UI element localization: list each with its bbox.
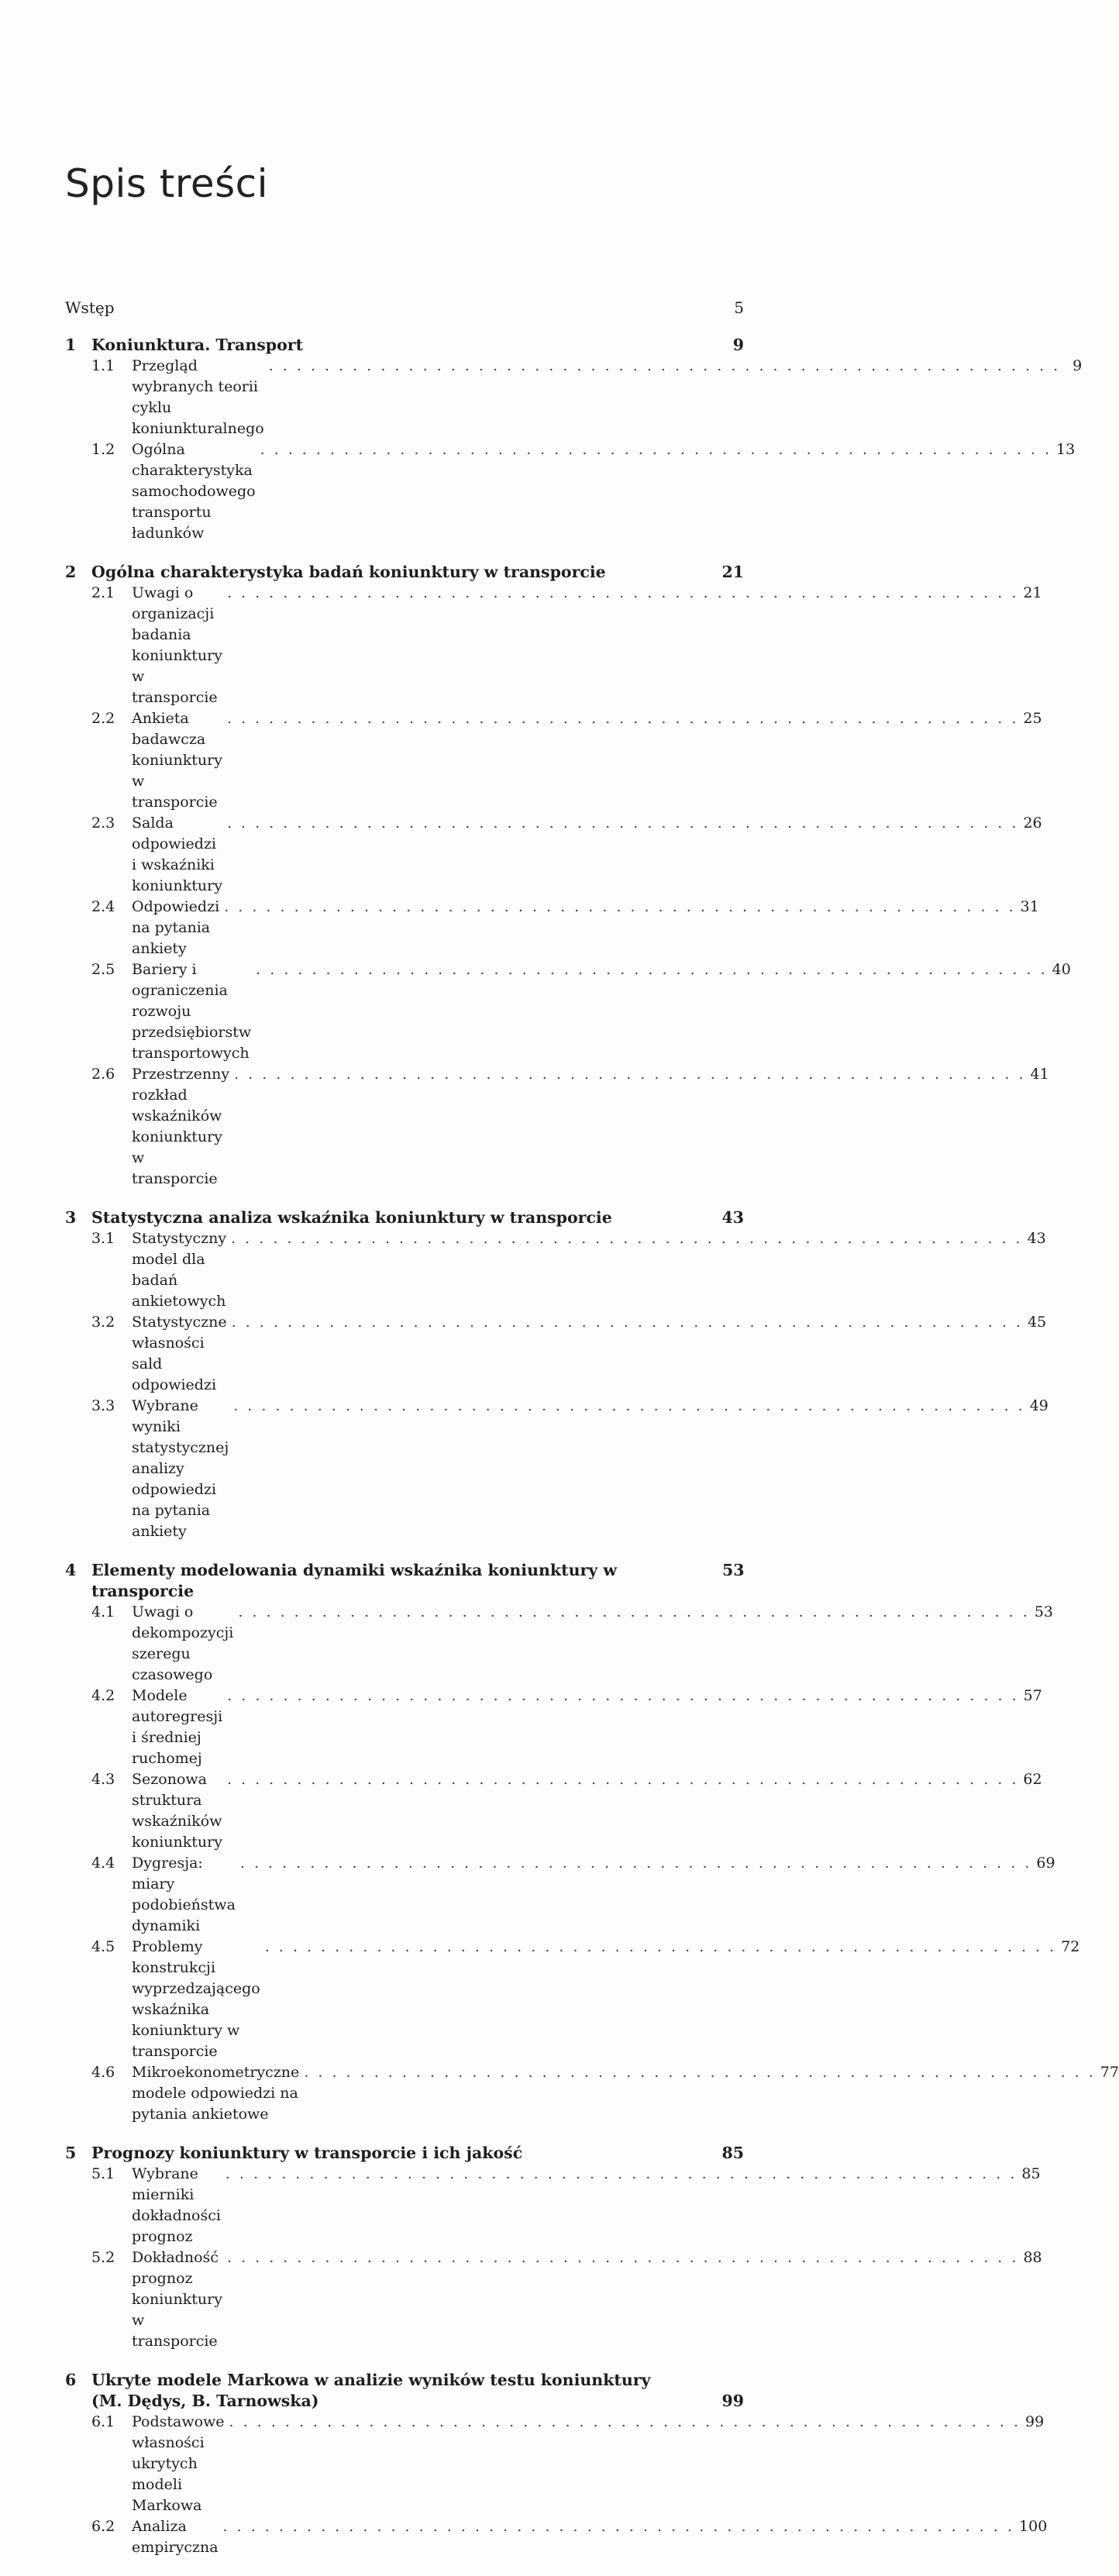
dot-leader: . . . . . . . . . . . . . . . . . . . . . . . . . . . . . . . . . . . . . . . . . . . . . . . . . . . . . . . . . — [234, 1066, 1026, 1083]
section-entry — [65, 1064, 1049, 1190]
section-number: 3.2 — [91, 1314, 115, 1331]
chapter-label-line2: (M. Dędys, B. Tarnowska) — [91, 2392, 319, 2410]
section-entry — [65, 439, 1076, 544]
section-page: 69 — [1036, 1855, 1055, 1872]
chapter-entry — [65, 2143, 744, 2164]
section-label: Problemy konstrukcji wyprzedzającego wskaźnika koniunktury w transporcie — [132, 1938, 260, 2060]
section-label: Przestrzenny rozkład wskaźników koniunktury w transporcie — [132, 1066, 230, 1187]
section-entry — [65, 2516, 1048, 2558]
chapter-page: 53 — [722, 1561, 745, 1579]
section-page: 41 — [1030, 1066, 1049, 1083]
section-label: Uwagi o dekompozycji szeregu czasowego — [132, 1603, 234, 1683]
section-entry — [65, 813, 1042, 897]
dot-leader: . . . . . . . . . . . . . . . . . . . . . . . . . . . . . . . . . . . . . . . . . . . . . . . . . . . . . . . . . — [222, 2518, 1015, 2535]
section-page: 99 — [1025, 2413, 1045, 2430]
section-page: 62 — [1023, 1771, 1042, 1788]
toc-chapter-group — [65, 335, 1083, 544]
chapter-label: Koniunktura. Transport — [91, 336, 304, 354]
dot-leader: . . . . . . . . . . . . . . . . . . . . . . . . . . . . . . . . . . . . . . . . . . . . . . . . . . . . . . . . . — [226, 1771, 1019, 1788]
section-label: Salda odpowiedzi i wskaźniki koniunktury — [132, 814, 222, 894]
section-entry — [65, 2247, 1042, 2352]
chapter-number: 5 — [65, 2144, 77, 2162]
section-page: 45 — [1028, 1314, 1047, 1331]
table-of-contents — [65, 298, 1119, 2576]
chapter-number: 4 — [65, 1561, 77, 1579]
dot-leader: . . . . . . . . . . . . . . . . . . . . . . . . . . . . . . . . . . . . . . . . . . . . . . . . . . . . . . . . . — [231, 1314, 1024, 1331]
section-number: 4.4 — [91, 1855, 115, 1872]
section-label: Podstawowe własności ukrytych modeli Markowa — [132, 2413, 225, 2514]
section-entry — [65, 2412, 1045, 2516]
section-number: 2.1 — [91, 584, 115, 601]
section-number: 2.4 — [91, 898, 115, 915]
dot-leader: . . . . . . . . . . . . . . . . . . . . . . . . . . . . . . . . . . . . . . . . . . . . . . . . . . . . . . . . . — [224, 898, 1016, 915]
chapter-number: 6 — [65, 2371, 77, 2389]
section-entry — [65, 1602, 1053, 1686]
dot-leader: . . . . . . . . . . . . . . . . . . . . . . . . . . . . . . . . . . . . . . . . . . . . . . . . . . . . . . . . . — [226, 814, 1019, 832]
section-page: 31 — [1020, 898, 1039, 915]
section-label: Analiza empiryczna — [132, 2518, 219, 2556]
entry-page: 5 — [734, 298, 744, 317]
section-page: 43 — [1027, 1230, 1046, 1247]
section-number: 4.1 — [91, 1603, 115, 1620]
chapter-entry — [65, 1207, 744, 1228]
dot-leader: . . . . . . . . . . . . . . . . . . . . . . . . . . . . . . . . . . . . . . . . . . . . . . . . . . . . . . . . . — [231, 1230, 1023, 1247]
section-number: 2.2 — [91, 710, 115, 727]
dot-leader: . . . . . . . . . . . . . . . . . . . . . . . . . . . . . . . . . . . . . . . . . . . . . . . . . . . . . . . . . — [229, 2413, 1021, 2430]
section-number: 3.1 — [91, 1230, 115, 1247]
dot-leader: . . . . . . . . . . . . . . . . . . . . . . . . . . . . . . . . . . . . . . . . . . . . . . . . . . . . . . . . . — [238, 1603, 1030, 1620]
section-number: 2.5 — [91, 961, 115, 978]
section-page: 72 — [1061, 1938, 1080, 1955]
toc-chapter-group — [65, 2143, 1042, 2352]
dot-leader: . . . . . . . . . . . . . . . . . . . . . . . . . . . . . . . . . . . . . . . . . . . . . . . . . . . . . . . . . — [227, 1687, 1019, 1704]
section-number: 3.3 — [91, 1397, 115, 1414]
chapter-page: 99 — [721, 2392, 744, 2410]
chapter-page: 21 — [721, 563, 744, 581]
dot-leader: . . . . . . . . . . . . . . . . . . . . . . . . . . . . . . . . . . . . . . . . . . . . . . . . . . . . . . . . . — [226, 710, 1019, 727]
dot-leader: . . . . . . . . . . . . . . . . . . . . . . . . . . . . . . . . . . . . . . . . . . . . . . . . . . . . . . . . . — [268, 357, 1061, 374]
section-number: 5.1 — [91, 2165, 115, 2182]
section-label: Statystyczny model dla badań ankietowych — [132, 1230, 227, 1310]
chapter-page: 43 — [721, 1208, 744, 1227]
toc-chapter-group — [65, 2370, 1048, 2558]
section-entry — [65, 1312, 1047, 1396]
section-page: 40 — [1052, 961, 1071, 978]
chapter-entry-continued — [65, 2391, 744, 2412]
chapter-entry — [65, 562, 744, 583]
chapter-label: Elementy modelowania dynamiki wskaźnika koniunktury w transporcie — [91, 1561, 617, 1600]
section-page: 57 — [1023, 1687, 1042, 1704]
section-entry — [65, 1853, 1055, 1937]
section-entry — [65, 583, 1042, 708]
section-page: 77 — [1100, 2064, 1119, 2081]
dot-leader: . . . . . . . . . . . . . . . . . . . . . . . . . . . . . . . . . . . . . . . . . . . . . . . . . . . . . . . . . — [233, 1397, 1025, 1414]
section-label: Dygresja: miary podobieństwa dynamiki — [132, 1855, 236, 1934]
section-entry — [65, 356, 1083, 439]
section-label: Ankieta badawcza koniunktury w transporcie — [132, 710, 222, 811]
chapter-entry — [65, 335, 744, 356]
section-label: Uwagi o organizacji badania koniunktury w transporcie — [132, 584, 222, 706]
dot-leader: . . . . . . . . . . . . . . . . . . . . . . . . . . . . . . . . . . . . . . . . . . . . . . . . . . . . . . . . . — [256, 961, 1048, 978]
section-page: 49 — [1029, 1397, 1048, 1414]
section-page: 53 — [1034, 1603, 1053, 1620]
section-label: Mikroekonometryczne modele odpowiedzi na pytania ankietowe — [132, 2064, 300, 2123]
section-number: 2.6 — [91, 1066, 115, 1083]
section-number: 1.1 — [91, 357, 115, 374]
section-entry — [65, 1686, 1042, 1769]
chapter-number: 3 — [65, 1208, 77, 1227]
chapter-label: Prognozy koniunktury w transporcie i ich jakość — [91, 2144, 523, 2162]
section-label: Sezonowa struktura wskaźników koniunktury — [132, 1771, 222, 1851]
section-page: 100 — [1019, 2518, 1048, 2535]
section-entry — [65, 1228, 1046, 1312]
section-label: Przegląd wybranych teorii cyklu koniunkturalnego — [132, 357, 264, 437]
section-entry — [65, 2164, 1041, 2247]
section-page: 88 — [1023, 2249, 1042, 2266]
chapter-label: Statystyczna analiza wskaźnika koniunktury w transporcie — [91, 1208, 612, 1227]
chapter-label: Ukryte modele Markowa w analizie wyników testu koniunktury — [91, 2371, 651, 2389]
section-label: Ogólna charakterystyka samochodowego transportu ładunków — [132, 441, 256, 542]
dot-leader: . . . . . . . . . . . . . . . . . . . . . . . . . . . . . . . . . . . . . . . . . . . . . . . . . . . . . . . . . — [225, 2165, 1017, 2182]
section-label: Statystyczne własności sald odpowiedzi — [132, 1314, 227, 1393]
section-page: 85 — [1021, 2165, 1041, 2182]
dot-leader: . . . . . . . . . . . . . . . . . . . . . . . . . . . . . . . . . . . . . . . . . . . . . . . . . . . . . . . . . — [264, 1938, 1057, 1955]
section-label: Odpowiedzi na pytania ankiety — [132, 898, 220, 957]
section-label: Modele autoregresji i średniej ruchomej — [132, 1687, 223, 1767]
section-label: Wybrane mierniki dokładności prognoz — [132, 2165, 221, 2245]
section-page: 26 — [1023, 814, 1042, 832]
section-number: 4.2 — [91, 1687, 115, 1704]
section-entry — [65, 959, 1071, 1064]
chapter-page: 9 — [732, 336, 744, 354]
chapter-entry — [65, 1560, 744, 1602]
toc-chapter-group — [65, 1207, 1048, 1542]
section-number: 1.2 — [91, 441, 115, 458]
section-number: 2.3 — [91, 814, 115, 832]
toc-chapter-group — [65, 1560, 1119, 2125]
section-page: 25 — [1023, 710, 1042, 727]
page-title: Spis treści — [65, 161, 269, 206]
dot-leader: . . . . . . . . . . . . . . . . . . . . . . . . . . . . . . . . . . . . . . . . . . . . . . . . . . . . . . . . . — [260, 441, 1052, 458]
section-label: Bariery i ograniczenia rozwoju przedsiębiorstw transportowych — [132, 961, 252, 1062]
section-number: 6.1 — [91, 2413, 115, 2430]
section-entry — [65, 1937, 1080, 2062]
section-page: 13 — [1056, 441, 1076, 458]
section-number: 4.5 — [91, 1938, 115, 1955]
chapter-entry — [65, 2370, 744, 2391]
section-entry — [65, 708, 1042, 813]
dot-leader: . . . . . . . . . . . . . . . . . . . . . . . . . . . . . . . . . . . . . . . . . . . . . . . . . . . . . . . . . — [226, 2249, 1019, 2266]
section-entry — [65, 1769, 1042, 1853]
chapter-number: 1 — [65, 336, 77, 354]
section-page: 21 — [1023, 584, 1042, 601]
toc-chapter-group — [65, 562, 1071, 1190]
section-label: Dokładność prognoz koniunktury w transporcie — [132, 2249, 222, 2350]
section-label: Wybrane wyniki statystycznej analizy odpowiedzi na pytania ankiety — [132, 1397, 229, 1540]
section-number: 5.2 — [91, 2249, 115, 2266]
section-entry — [65, 2062, 1119, 2125]
section-number: 4.3 — [91, 1771, 115, 1788]
toc-intro-entry — [65, 298, 744, 319]
section-number: 6.2 — [91, 2518, 115, 2535]
chapter-label: Ogólna charakterystyka badań koniunktury w transporcie — [91, 563, 606, 581]
chapter-number: 2 — [65, 563, 77, 581]
dot-leader: . . . . . . . . . . . . . . . . . . . . . . . . . . . . . . . . . . . . . . . . . . . . . . . . . . . . . . . . . — [239, 1855, 1032, 1872]
chapter-page: 85 — [721, 2144, 744, 2162]
section-page: 9 — [1073, 357, 1083, 374]
dot-leader: . . . . . . . . . . . . . . . . . . . . . . . . . . . . . . . . . . . . . . . . . . . . . . . . . . . . . . . . . — [304, 2064, 1096, 2081]
entry-label: Wstęp — [65, 298, 115, 317]
section-entry — [65, 897, 1039, 959]
section-entry — [65, 1396, 1048, 1542]
dot-leader: . . . . . . . . . . . . . . . . . . . . . . . . . . . . . . . . . . . . . . . . . . . . . . . . . . . . . . . . . — [226, 584, 1019, 601]
section-number: 4.6 — [91, 2064, 115, 2081]
